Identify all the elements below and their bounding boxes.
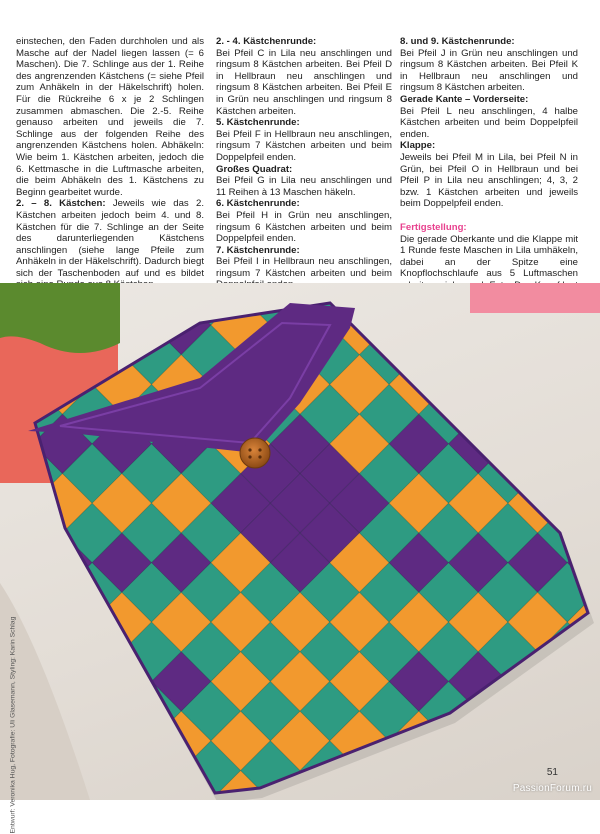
section-heading: 5. Kästchenrunde:	[216, 117, 300, 129]
paragraph: Bei Pfeil C in Lila neu anschlingen und ringsum 8 Kästchen arbeiten. Bei Pfeil D in Hellbraun neu anschlingen und ringsum 8 Kästchen arbeiten. Bei Pfeil E in Grün neu anschlingen und ringsum 8 Kästchen arbeiten.	[216, 47, 392, 117]
text-column-3	[400, 36, 578, 303]
button-hole	[258, 455, 261, 458]
watermark: PassionForum.ru	[512, 783, 592, 794]
checker-tile	[92, 711, 151, 770]
checker-tile	[538, 444, 597, 503]
checker-tile	[62, 681, 121, 740]
paragraph: Bei Pfeil J in Grün neu anschlingen und ringsum 8 Kästchen arbeiten. Bei Pfeil K in Hellbraun neu anschlingen und ringsum 8 Kästchen arbeiten.	[400, 47, 578, 94]
checker-tile	[92, 771, 151, 800]
paragraph: einstechen, den Faden durchholen und als Masche auf der Nadel liegen lassen (= 6 Maschen). Die 7. Schlinge aus der 1. Reihe des angrenzenden Kästchens (= siehe Pfeil zum Anhäkeln in der Häkelschrift) holen. Für die Rückreihe 6 x je 2 Schlingen zusammen abmaschen. Die 2.-5. Reihe genauso arbeiten und jeweils die 7. Schlinge aus der folgenden Reihe des angrenzenden Kästchens holen. Abhäkeln: Wie beim 1. Kästchen arbeiten, jedoch die 6. Kettmasche in die Luftmasche arbeiten, die beim Abhäkeln des 1. Kästchens zu Beginn gearbeitet wurde.	[16, 36, 204, 198]
paragraph: Bei Pfeil I in Hellbraun neu anschlingen, ringsum 7 Kästchen arbeiten und beim	[216, 256, 392, 279]
checker-tile	[567, 711, 600, 770]
section-heading: 2. – 8. Kästchen:	[16, 198, 106, 210]
text-column-2	[216, 36, 392, 291]
checker-tile	[122, 741, 181, 800]
checker-tile	[538, 681, 597, 740]
checker-tile	[508, 414, 567, 473]
section-heading: 6. Kästchenrunde:	[216, 198, 300, 210]
checker-tile	[478, 385, 537, 444]
paragraph: Bei Pfeil G in Lila neu anschlingen und 11 Reihen à 13 Maschen häkeln.	[216, 175, 392, 198]
checker-tile	[0, 503, 3, 562]
paragraph: Die gerade Oberkante und die Klappe mit 1 Runde feste Maschen in Lila umhäkeln, dabei an der Spitze eine Knopflochschlaufe aus 5 Luftmaschen	[400, 233, 578, 280]
photo-credit: Entwurf: Veronika Hug, Fotografie: Uli Glasemann, Styling: Karin Schlag	[9, 616, 17, 834]
section-heading: Großes Quadrat:	[216, 163, 293, 175]
checker-tile	[508, 355, 567, 414]
checker-tile	[567, 474, 600, 533]
wooden-button	[240, 438, 270, 468]
checker-tile	[508, 711, 567, 770]
checker-tile	[567, 414, 600, 473]
checker-tile	[567, 355, 600, 414]
checker-tile	[152, 283, 211, 295]
paragraph-text: Jeweils wie das 2. Kästchen arbeiten jedoch beim 4. und 8. Kästchen für die 7. Schlinge an der Seite des darunterliegenden Kästchens anschlingen (siehe lange Pfeile zum Anhäkeln in der Häkelschrift). Dadurch biegt sich der Taschenboden auf und es bildet	[16, 198, 205, 279]
paragraph: Bei Pfeil H in Grün neu anschlingen, ringsum 6 Kästchen arbeiten und beim Doppelpfeil enden.	[216, 209, 392, 245]
checker-tile	[538, 325, 597, 384]
checker-tile	[33, 592, 92, 651]
checker-tile	[62, 622, 121, 681]
checker-tile	[389, 295, 448, 354]
checker-tile	[389, 771, 448, 800]
section-heading: 8. und 9. Kästchenrunde:	[400, 36, 515, 47]
section-heading: Klappe:	[400, 140, 436, 152]
checker-tile	[359, 283, 418, 325]
checker-tile	[330, 771, 389, 800]
checker-tile	[122, 283, 181, 325]
paragraph	[16, 198, 204, 291]
crochet-bag-illustration	[0, 283, 600, 800]
paragraph: Bei Pfeil L neu anschlingen, 4 halbe Kästchen arbeiten und beim Doppelpfeil enden.	[400, 105, 578, 140]
checker-tile	[330, 283, 389, 295]
bag-photo	[0, 283, 600, 800]
checker-tile	[419, 283, 478, 325]
checker-tile	[567, 652, 600, 711]
checker-tile	[448, 355, 507, 414]
text-column-1	[16, 36, 204, 291]
pink-cloth	[470, 283, 600, 313]
button-hole	[248, 448, 251, 451]
checker-tile	[448, 771, 507, 800]
button-hole	[258, 448, 261, 451]
checker-tile	[538, 385, 597, 444]
checker-tile	[389, 283, 448, 295]
page-number: 51	[546, 767, 558, 778]
checker-tile	[270, 283, 329, 295]
button-hole	[248, 455, 251, 458]
paragraph: Bei Pfeil F in Hellbraun neu anschlingen, ringsum 7 Kästchen arbeiten und beim Doppelpfeil enden.	[216, 128, 392, 163]
checker-tile	[211, 283, 270, 295]
checker-tile	[152, 771, 211, 800]
section-heading: Gerade Kante – Vorderseite:	[400, 93, 529, 105]
section-heading: 2. - 4. Kästchenrunde:	[216, 36, 317, 47]
finishing-heading: Fertigstellung:	[400, 221, 467, 233]
checker-tile	[419, 325, 478, 384]
paragraph: Jeweils bei Pfeil M in Lila, bei Pfeil N in Grün, bei Pfeil O in Hellbraun und bei Pfeil P in Lila neu anschlingen; 4, 3, 2 bzw. 1 Kästchen arbeiten und jeweils beim Doppelpfeil enden.	[400, 151, 578, 210]
checker-tile	[478, 325, 537, 384]
checker-tile	[419, 741, 478, 800]
section-heading: 7. Kästchenrunde:	[216, 244, 300, 256]
